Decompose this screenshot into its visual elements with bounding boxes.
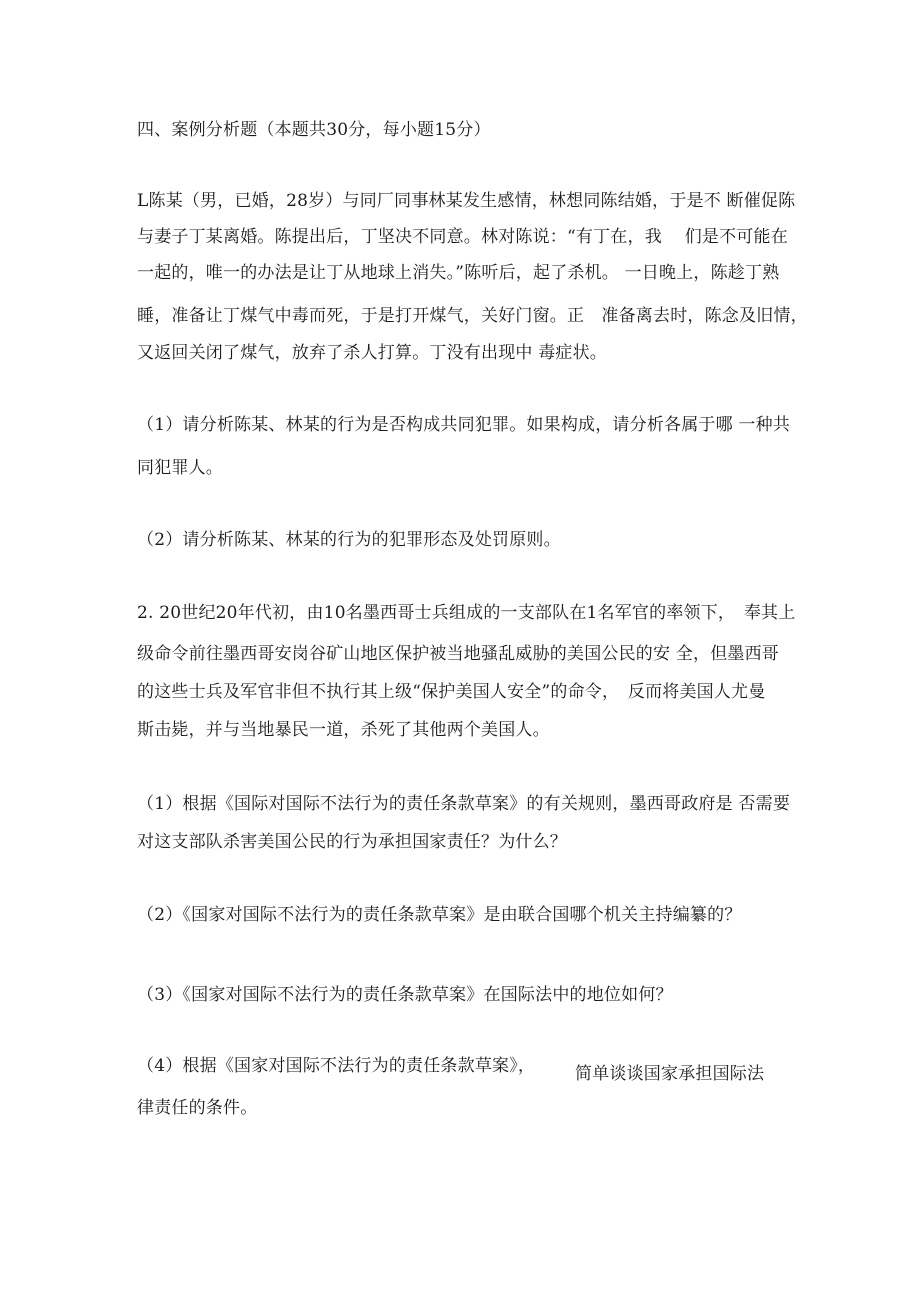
case2-question-1-line-1: （1）根据《国际对国际不法行为的责任条款草案》的有关规则，墨西哥政府是 否需要 — [137, 794, 791, 814]
case1-question-1-line-2: 同犯罪人。 — [137, 458, 223, 478]
case2-line-2: 级命令前往墨西哥安岗谷矿山地区保护被当地骚乱威胁的美国公民的安 全，但墨西哥 — [137, 644, 780, 664]
case2-line-3: 的这些士兵及军官非但不执行其上级“保护美国人安全”的命令， 反而将美国人尤曼 — [137, 682, 766, 702]
case2-line-4: 斯击毙，并与当地暴民一道，杀死了其他两个美国人。 — [137, 720, 550, 740]
case1-line-1: L陈某（男，已婚，28岁）与同厂同事林某发生感情，林想同陈结婚，于是不 断催促陈 — [137, 191, 796, 211]
case2-question-4-part-3: 律责任的条件。 — [137, 1098, 258, 1118]
section-title: 四、案例分析题（本题共30分，每小题15分） — [137, 120, 491, 140]
case1-line-3: 一起的，唯一的办法是让丁从地球上消失。”陈听后，起了杀机。 一日晚上，陈趁丁熟 — [137, 263, 780, 283]
case2-question-2: （2）《国家对国际不法行为的责任条款草案》是由联合国哪个机关主持编纂的？ — [137, 905, 742, 925]
case1-line-4: 睡，准备让丁煤气中毒而死，于是打开煤气，关好门窗。正 准备离去时，陈念及旧情， — [137, 306, 808, 326]
case1-line-2: 与妻子丁某离婚。陈提出后，丁坚决不同意。林对陈说：“有丁在，我 们是不可能在 — [137, 227, 788, 247]
case2-question-4-part-2: 简单谈谈国家承担国际法 — [575, 1064, 765, 1084]
case1-question-2: （2）请分析陈某、林某的行为的犯罪形态及处罚原则。 — [137, 530, 561, 550]
case2-question-1-line-2: 对这支部队杀害美国公民的行为承担国家责任？为什么？ — [137, 832, 567, 852]
case2-question-4-part-1: （4）根据《国家对国际不法行为的责任条款草案》， — [137, 1056, 536, 1076]
case2-line-1: 2. 20世纪20年代初，由10名墨西哥士兵组成的一支部队在1名军官的率领下， 奉其上 — [137, 603, 796, 623]
case1-line-5: 又返回关闭了煤气，放弃了杀人打算。丁没有出现中 毒症状。 — [137, 343, 608, 363]
case1-question-1-line-1: （1）请分析陈某、林某的行为是否构成共同犯罪。如果构成，请分析各属于哪 一种共 — [137, 415, 791, 435]
case2-question-3: （3）《国家对国际不法行为的责任条款草案》在国际法中的地位如何？ — [137, 985, 673, 1005]
